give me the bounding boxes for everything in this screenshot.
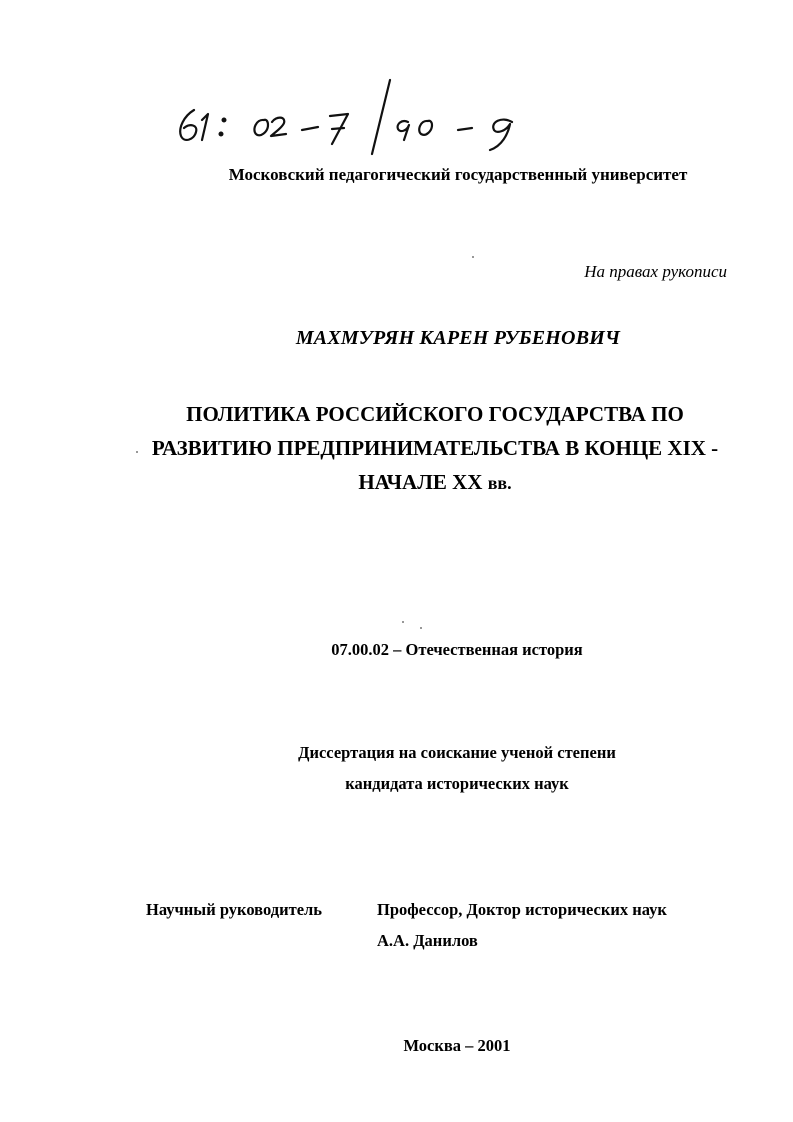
title-line-3-main: НАЧАЛЕ XX [358, 470, 488, 494]
degree-line-1: Диссертация на соискание ученой степени [298, 743, 616, 762]
handwritten-catalog-number-drawing [172, 76, 542, 156]
speciality-code: 07.00.02 – Отечественная история [331, 640, 583, 659]
handwritten-catalog-number [172, 76, 542, 156]
title-line-2: РАЗВИТИЮ ПРЕДПРИНИМАТЕЛЬСТВА В КОНЦЕ XIX - [151, 436, 719, 460]
title-line-1: ПОЛИТИКА РОССИЙСКОГО ГОСУДАРСТВА ПО [186, 402, 684, 426]
scan-speck [472, 256, 474, 258]
title-line-3 [0, 465, 793, 500]
scan-speck [420, 627, 422, 629]
advisor-title: Профессор, Доктор исторических наук [377, 900, 667, 919]
dissertation-title [0, 397, 793, 500]
manuscript-rights-note: На правах рукописи [584, 262, 727, 281]
title-line-3-suffix: вв. [487, 473, 512, 493]
scan-speck [136, 451, 138, 453]
dissertation-degree [0, 737, 793, 799]
degree-line-2: кандидата исторических наук [345, 774, 569, 793]
city-year: Москва – 2001 [403, 1036, 511, 1055]
advisor-label: Научный руководитель [146, 900, 322, 919]
university-name: Московский педагогический государственный университет [228, 165, 688, 184]
author-name: МАХМУРЯН КАРЕН РУБЕНОВИЧ [295, 327, 621, 349]
scan-speck [402, 621, 404, 623]
advisor-name: А.А. Данилов [377, 931, 478, 950]
